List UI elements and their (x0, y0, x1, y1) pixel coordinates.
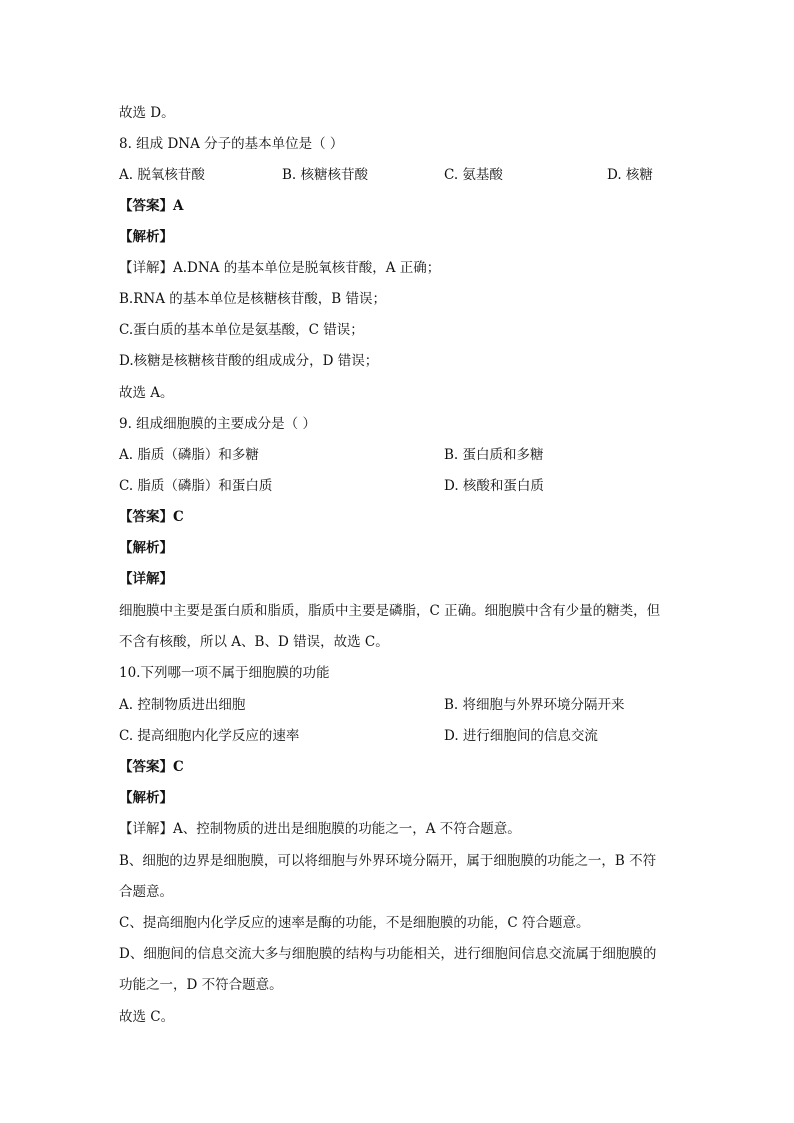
q9-option-c: C. 脂质（磷脂）和蛋白质 (119, 478, 273, 494)
prev-conclusion: 故选 D。 (119, 105, 175, 121)
q9-option-b: B. 蛋白质和多糖 (444, 447, 544, 463)
q9-detail-line: 不含有核酸，所以 A、B、D 错误，故选 C。 (119, 634, 389, 650)
q9-option-d: D. 核酸和蛋白质 (444, 478, 544, 494)
q10-analysis-heading: 【解析】 (119, 790, 173, 806)
q9-analysis-heading: 【解析】 (119, 540, 173, 556)
q8-conclusion: 故选 A。 (119, 385, 174, 401)
q10-detail-line: B、细胞的边界是细胞膜，可以将细胞与外界环境分隔开，属于细胞膜的功能之一，B 不符 (119, 853, 657, 869)
q10-answer: 【答案】C (119, 759, 184, 775)
q10-detail-line: 功能之一，D 不符合题意。 (119, 977, 283, 993)
q8-option-d: D. 核糖 (607, 167, 653, 183)
q10-detail-line: C、提高细胞内化学反应的速率是酶的功能，不是细胞膜的功能，C 符合题意。 (119, 915, 590, 931)
q9-answer: 【答案】C (119, 509, 184, 525)
q10-detail-line: 【详解】A、控制物质的进出是细胞膜的功能之一，A 不符合题意。 (119, 821, 521, 837)
q8-analysis-heading: 【解析】 (119, 229, 173, 245)
q8-detail-line: D.核糖是核糖核苷酸的组成成分，D 错误； (119, 353, 379, 369)
q8-stem: 8. 组成 DNA 分子的基本单位是（ ） (119, 136, 344, 152)
q8-detail-line: C.蛋白质的基本单位是氨基酸，C 错误； (119, 322, 364, 338)
q9-option-a: A. 脂质（磷脂）和多糖 (119, 447, 259, 463)
q9-stem: 9. 组成细胞膜的主要成分是（ ） (119, 416, 316, 432)
q9-detail-heading: 【详解】 (119, 571, 173, 587)
q10-conclusion: 故选 C。 (119, 1009, 175, 1025)
q8-detail-line: 【详解】A.DNA 的基本单位是脱氧核苷酸，A 正确； (119, 260, 441, 276)
q10-detail-line: 合题意。 (119, 884, 173, 900)
q10-option-c: C. 提高细胞内化学反应的速率 (119, 728, 300, 744)
q9-detail-line: 细胞膜中主要是蛋白质和脂质，脂质中主要是磷脂，C 正确。细胞膜中含有少量的糖类，但 (119, 603, 661, 619)
q8-option-a: A. 脱氧核苷酸 (119, 167, 205, 183)
q8-option-c: C. 氨基酸 (444, 167, 503, 183)
q10-option-b: B. 将细胞与外界环境分隔开来 (444, 697, 625, 713)
q10-detail-line: D、细胞间的信息交流大多与细胞膜的结构与功能相关，进行细胞间信息交流属于细胞膜的 (119, 946, 657, 962)
q10-option-a: A. 控制物质进出细胞 (119, 697, 246, 713)
q10-stem: 10.下列哪一项不属于细胞膜的功能 (119, 665, 330, 681)
q8-detail-line: B.RNA 的基本单位是核糖核苷酸，B 错误； (119, 291, 386, 307)
q10-option-d: D. 进行细胞间的信息交流 (444, 728, 598, 744)
q8-option-b: B. 核糖核苷酸 (282, 167, 369, 183)
q8-answer: 【答案】A (119, 198, 184, 214)
